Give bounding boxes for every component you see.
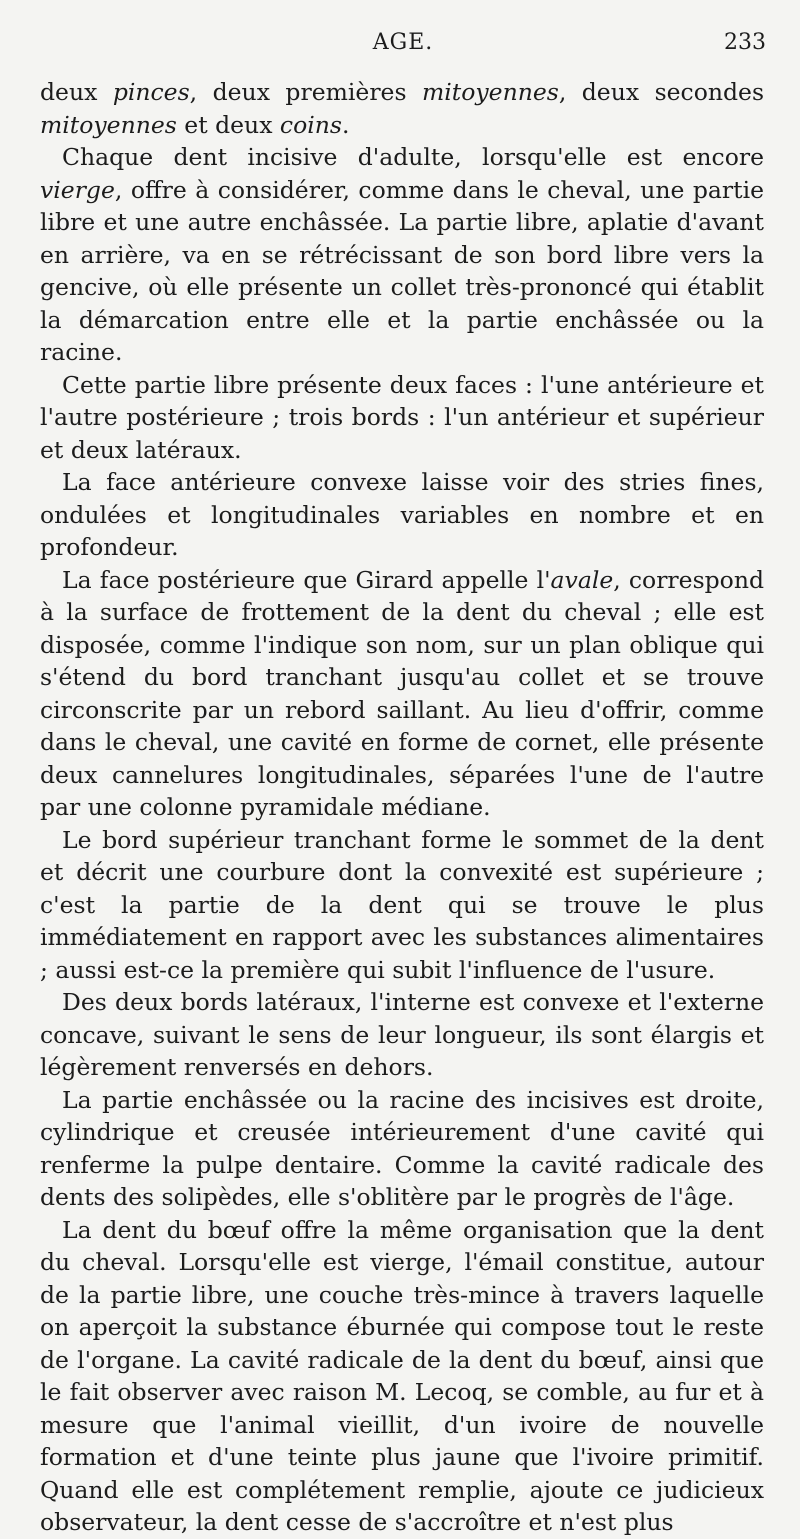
running-head: AGE. [372,30,434,55]
text-segment: et deux [176,110,280,139]
text-segment: , correspond à la surface de frottement de la dent du cheval ; elle est disposée, comme l'indique son nom, sur un plan oblique qui s'étend du bord tranchant jusqu'au collet et se trouve circonscrite par un rebord saillant. Au lieu d'offrir, comme dans le cheval, une cavité en forme de cornet, elle présente deux cannelures longitudinales, séparées l'une de l'autre par une colonne pyramidale médiane. [40,565,764,821]
italic-text: mitoyennes [422,78,559,106]
text-segment: . [341,110,350,139]
text-segment: , deux secondes [558,78,765,106]
paragraph [40,1084,764,1214]
paragraph [40,1214,764,1539]
italic-text: coins [279,110,342,139]
paragraph [40,986,764,1084]
text-segment: La face antérieure convexe laisse voir des stries fines, ondulées et longitudinales variables en nombre et en profondeur. [40,468,764,561]
text-segment: Chaque dent incisive d'adulte, lorsqu'elle est encore [62,143,764,171]
paragraph [40,824,764,987]
page-number: 233 [724,30,766,55]
text-segment: La partie enchâssée ou la racine des incisives est droite, cylindrique et creusée intérieurement d'une cavité qui renferme la pulpe dentaire. Comme la cavité radicale des dents des solipèdes, elle s'oblitère par le progrès de l'âge. [40,1085,764,1211]
paragraph [40,141,764,369]
text-segment: , offre à considérer, comme dans le cheval, une partie libre et une autre enchâssée. La partie libre, aplatie d'avant en arrière, va en se rétrécissant de son bord libre vers la gencive, où elle présente un collet très-prononcé qui établit la démarcation entre elle et la partie enchâssée ou la racine. [40,175,764,366]
text-segment: Le bord supérieur tranchant forme le sommet de la dent et décrit une courbure dont la convexité est supérieure ; c'est la partie de la dent qui se trouve le plus immédiatement en rapport avec les substances alimentaires ; aussi est-ce la première qui subit l'influence de l'usure. [40,825,764,984]
paragraph [40,369,764,467]
italic-text: vierge [40,175,115,204]
italic-text: avale [550,565,614,594]
page-body [40,76,764,1539]
paragraph [40,76,764,141]
text-segment: Cette partie libre présente deux faces : l'une antérieure et l'autre postérieure ; trois bords : l'un antérieur et supérieur et deux latéraux. [40,370,764,464]
page-header [40,30,766,60]
italic-text: mitoyennes [40,110,177,139]
paragraph [40,564,764,824]
paragraph [40,466,764,564]
text-segment: , deux premières [189,78,422,106]
text-segment: La face postérieure que Girard appelle l' [62,565,551,594]
text-segment: La dent du bœuf offre la même organisation que la dent du cheval. Lorsqu'elle est vierge, l'émail constitue, autour de la partie libre, une couche très-mince à travers laquelle on aperçoit la substance éburnée qui compose tout le reste de l'organe. La cavité radicale de la dent du bœuf, ainsi que le fait observer avec raison M. Lecoq, se comble, au fur et à mesure que l'animal vieillit, d'un ivoire de nouvelle formation et d'une teinte plus jaune que l'ivoire primitif. Quand elle est complétement remplie, ajoute ce judicieux observateur, la dent cesse de s'accroître et n'est plus [40,1215,764,1536]
text-segment: Des deux bords latéraux, l'interne est convexe et l'externe concave, suivant le sens de leur longueur, ils sont élargis et légèrement renversés en dehors. [40,988,764,1081]
text-segment: deux [40,78,113,106]
italic-text: pinces [112,78,190,106]
